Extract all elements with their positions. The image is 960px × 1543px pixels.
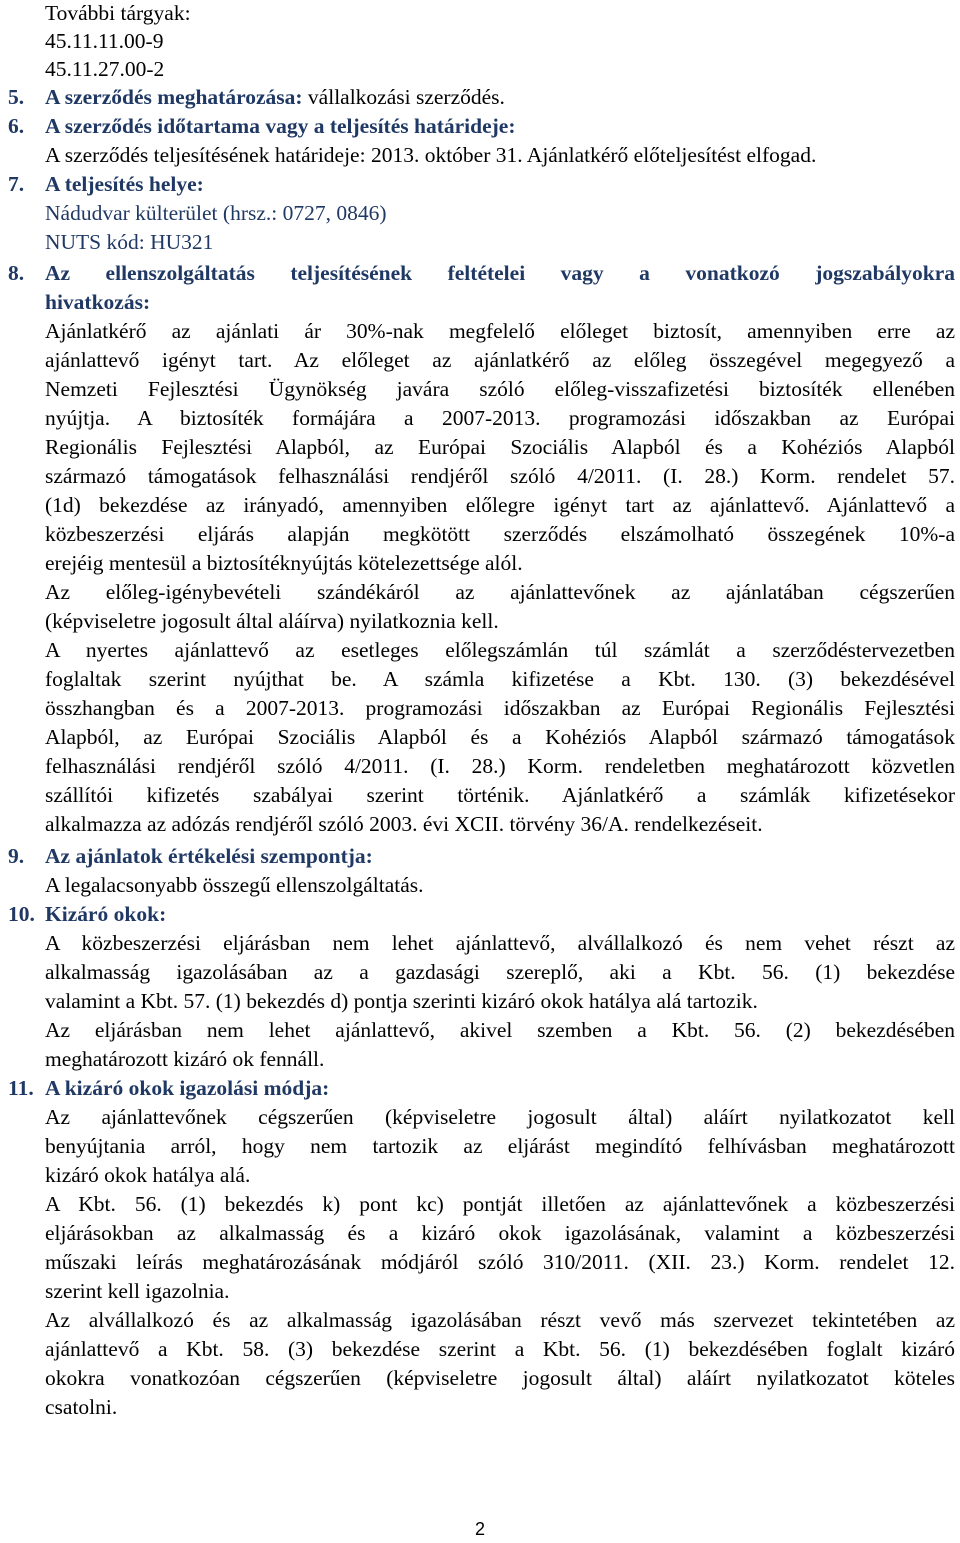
section-10-line: Az eljárásban nem lehet ajánlattevő, akivel szemben a Kbt. 56. (2) bekezdésében [45, 1018, 955, 1042]
section-11-line: Az alvállalkozó és az alkalmasság igazolásában részt vevő más szervezet tekintetében az [45, 1308, 955, 1332]
section-8-line: erejéig mentesül a biztosítéknyújtás kötelezettsége alól. [45, 551, 523, 575]
section-8-line: Ajánlatkérő az ajánlati ár 30%-nak megfelelő előleget biztosít, amennyiben erre az [45, 319, 955, 343]
section-8-title-2: hivatkozás: [45, 290, 151, 314]
more-subjects-label: További tárgyak: [45, 1, 191, 25]
section-10-number: 10. [8, 902, 35, 926]
section-5-value: vállalkozási szerződés. [302, 85, 505, 109]
section-8-line: alkalmazza az adózás rendjéről szóló 2003. évi XCII. törvény 36/A. rendelkezéseit. [45, 812, 763, 836]
section-11-line: okokra vonatkozóan cégszerűen (képviseletre jogosult által) aláírt nyilatkozatot köteles [45, 1366, 955, 1390]
section-9-text: A legalacsonyabb összegű ellenszolgáltatás. [45, 873, 424, 897]
section-10-line: meghatározott kizáró ok fennáll. [45, 1047, 325, 1071]
section-7-text-2: NUTS kód: HU321 [45, 230, 214, 254]
section-11-title: A kizáró okok igazolási módja: [45, 1076, 330, 1100]
section-7-number: 7. [8, 172, 25, 196]
section-6-number: 6. [8, 114, 25, 138]
section-8-number: 8. [8, 261, 25, 285]
section-10-line: valamint a Kbt. 57. (1) bekezdés d) pontja szerinti kizáró okok hatálya alá tartozik. [45, 989, 758, 1013]
section-8-line: ajánlattevő igényt tart. Az előleget az ajánlatkérő az előleg összegével megegyező a [45, 348, 955, 372]
section-8-line: Az előleg-igénybevételi szándékáról az ajánlattevőnek az ajánlatában cégszerűen [45, 580, 955, 604]
section-5-number: 5. [8, 85, 25, 109]
section-11-line: kizáró okok hatálya alá. [45, 1163, 251, 1187]
section-8-line: Regionális Fejlesztési Alapból, az Európai Szociális Alapból és a Kohéziós Alapból [45, 435, 955, 459]
section-9-title: Az ajánlatok értékelési szempontja: [45, 844, 373, 868]
section-8-line: (1d) bekezdése az irányadó, amennyiben előlegre igényt tart az ajánlattevő. Ajánlattevő a [45, 493, 955, 517]
section-8-line: szállítói kifizetés szabályai szerint történik. Ajánlatkérő a számlák kifizetésekor [45, 783, 955, 807]
section-11-line: ajánlattevő a Kbt. 58. (3) bekezdése szerint a Kbt. 56. (1) bekezdésében foglalt kizáró [45, 1337, 955, 1361]
section-11-line: szerint kell igazolnia. [45, 1279, 230, 1303]
section-8-line: Alapból, az Európai Szociális Alapból és a Kohéziós Alapból származó támogatások [45, 725, 955, 749]
section-8-line: A nyertes ajánlattevő az esetleges előlegszámlán túl számlát a szerződéstervezetben [45, 638, 955, 662]
section-6-title: A szerződés időtartama vagy a teljesítés határideje: [45, 114, 516, 138]
section-8-line: (képviseletre jogosult által aláírva) nyilatkoznia kell. [45, 609, 499, 633]
cpv-code-2: 45.11.27.00-2 [45, 57, 165, 81]
section-10-title: Kizáró okok: [45, 902, 167, 926]
section-11-line: Az ajánlattevőnek cégszerűen (képviseletre jogosult által) aláírt nyilatkozatot kell [45, 1105, 955, 1129]
section-8-line: összhangban és a 2007-2013. programozási időszakban az Európai Regionális Fejlesztési [45, 696, 955, 720]
section-7-title: A teljesítés helye: [45, 172, 204, 196]
section-5-line [45, 84, 505, 110]
section-11-line: benyújtania arról, hogy nem tartozik az eljárást megindító felhívásban meghatározott [45, 1134, 955, 1158]
section-11-line: műszaki leírás meghatározásának módjáról szóló 310/2011. (XII. 23.) Korm. rendelet 12. [45, 1250, 955, 1274]
section-8-line: nyújtja. A biztosíték formájára a 2007-2013. programozási időszakban az Európai [45, 406, 955, 430]
section-8-line: felhasználási rendjéről szóló 4/2011. (I. 28.) Korm. rendeletben meghatározott közvetlen [45, 754, 955, 778]
section-8-title-1: Az ellenszolgáltatás teljesítésének feltételei vagy a vonatkozó jogszabályokra [45, 261, 955, 285]
section-7-text-1: Nádudvar külterület (hrsz.: 0727, 0846) [45, 201, 387, 225]
section-11-line: csatolni. [45, 1395, 118, 1419]
section-8-line: Nemzeti Fejlesztési Ügynökség javára szóló előleg-visszafizetési biztosíték ellenében [45, 377, 955, 401]
section-8-line: foglaltak szerint nyújthat be. A számla kifizetése a Kbt. 130. (3) bekezdésével [45, 667, 955, 691]
section-11-line: A Kbt. 56. (1) bekezdés k) pont kc) pontját illetően az ajánlattevőnek a közbeszerzési [45, 1192, 955, 1216]
section-10-line: alkalmasság igazolásában az a gazdasági szereplő, aki a Kbt. 56. (1) bekezdése [45, 960, 955, 984]
section-10-line: A közbeszerzési eljárásban nem lehet ajánlattevő, alvállalkozó és nem vehet részt az [45, 931, 955, 955]
section-9-number: 9. [8, 844, 25, 868]
section-8-line: közbeszerzési eljárás alapján megkötött szerződés elszámolható összegének 10%-a [45, 522, 955, 546]
section-11-number: 11. [8, 1076, 34, 1100]
page-number: 2 [474, 1519, 485, 1539]
section-8-line: származó támogatások felhasználási rendjéről szóló 4/2011. (I. 28.) Korm. rendelet 57. [45, 464, 955, 488]
section-11-line: eljárásokban az alkalmasság és a kizáró okok igazolásának, valamint a közbeszerzési [45, 1221, 955, 1245]
section-5-title: A szerződés meghatározása: [45, 85, 303, 109]
cpv-code-1: 45.11.11.00-9 [45, 29, 164, 53]
section-6-text: A szerződés teljesítésének határideje: 2013. október 31. Ajánlatkérő előteljesítést elfogad. [45, 143, 817, 167]
